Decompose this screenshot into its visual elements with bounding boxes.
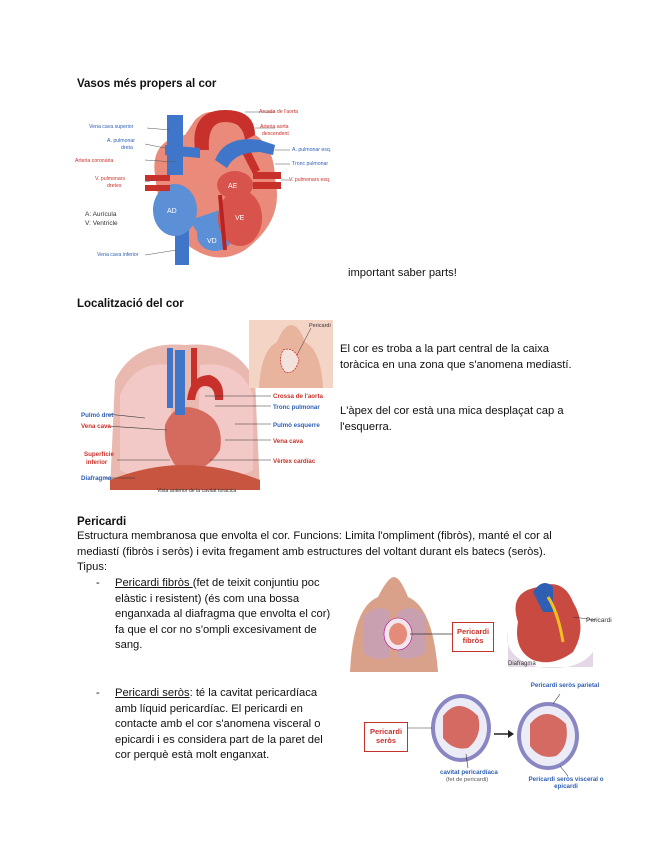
label-arteria-coronaria: Arteria coronària (75, 158, 114, 164)
label-arcada-aorta: Arcada de l'aorta (259, 109, 299, 115)
text-pericardi-fibros: (fet de teixit conjuntiu poc elàstic i resistent) (és com una bossa enganxada al diafragma que envolta el cor) fa que el cor no s'ompli excesivament de sang. (115, 577, 331, 651)
label-pericardi-right: Pericardi (586, 617, 612, 624)
label-vena-cava-inferior: Vena cava inferior (97, 252, 139, 258)
label-descendent: descendent (262, 131, 289, 137)
section2-text2: L'àpex del cor està una mica desplaçat cap a l'esquerra. (340, 405, 564, 433)
label-diafragma-bottom: Diafragma (508, 661, 536, 667)
label-cavitat-pericardiaca: cavitat pericardíaca (440, 769, 498, 776)
section2-text1: El cor es troba a la part central de la caixa toràcica en una zona que s'anomena mediastí. (340, 343, 572, 371)
section3-tipus: Tipus: (77, 561, 108, 573)
label-diafragma: Diafragma (81, 475, 112, 482)
label-vena-cava-superior: Vena cava superior (89, 124, 134, 130)
label-vena-cava-left: Vena cava (81, 423, 111, 430)
legend-auricula: A: Aurícula (85, 211, 117, 218)
section1-title: Vasos més propers al cor (77, 78, 217, 90)
figure-caption: Vista anterior de la cavitat toràcica (157, 488, 237, 494)
section3-intro: Estructura membranosa que envolta el cor. Funcions: Limita l'ompliment (fibròs), manté el cor al mediastí (fibròs i seròs) i evita fregament amb estructures del voltant durant els batecs (seròs). (77, 530, 552, 558)
label-vena-cava-right: Vena cava (273, 438, 303, 445)
label-dretes: dretes (107, 183, 122, 189)
label-tronc-pulmonar-2: Tronc pulmonar (273, 404, 320, 411)
torso-inset (249, 320, 333, 388)
section1-note: important saber parts! (348, 267, 457, 279)
legend-ventricle: V: Ventricle (85, 220, 118, 227)
box-pericardi-seros: Pericardi seròs (364, 722, 408, 752)
thorax-figure (75, 320, 335, 498)
bullet-1: - (96, 577, 100, 589)
label-pericardi-seros-visceral: Pericardi seròs visceral o epicardi (528, 776, 604, 790)
heart-vessels-figure (75, 100, 340, 272)
inset-label-pericardi: Pericardi (309, 323, 331, 329)
section3-title: Pericardi (77, 516, 127, 528)
label-vertex-cardiac: Vèrtex cardíac (273, 458, 316, 465)
text-pericardi-seros: : té la cavitat pericardíaca amb líquid pericardíac. El pericardi en contacte amb el cor s'anomena visceral o epicardi i es considera part de la paret del cor perquè està molt enganxat. (115, 687, 323, 761)
pericardi-seros-figure (348, 676, 618, 798)
label-inferior: inferior (86, 459, 108, 466)
label-pulmo-dret: Pulmó dret (81, 412, 114, 419)
label-superficie: Superfície (84, 451, 114, 458)
label-pericardi-seros-parietal: Pericardi seròs parietal (530, 682, 600, 689)
chamber-ve: VE (235, 215, 245, 222)
label-fet-pericardi: (fet de pericardi) (446, 777, 489, 783)
section2-title: Localització del cor (77, 298, 184, 310)
bullet-2: - (96, 687, 100, 699)
pericardi-seros-item (115, 686, 340, 764)
label-a-pulmonar: A. pulmonar (107, 138, 135, 144)
chamber-vd: VD (207, 238, 217, 245)
label-arteria-aorta: Arteria aorta (260, 124, 289, 130)
pericardi-fibros-figure (348, 572, 618, 672)
label-v-pulmonars-esq: V. pulmonars esq. (289, 177, 331, 183)
label-v-pulmonars: V. pulmonars (95, 176, 126, 182)
term-pericardi-seros: Pericardi seròs (115, 687, 190, 699)
torso-inset-illustration (249, 320, 333, 388)
chamber-ae: AE (228, 183, 238, 190)
label-crossa-aorta: Crossa de l'aorta (273, 393, 323, 400)
label-pulmo-esquerre: Pulmó esquerre (273, 422, 320, 429)
chamber-ad: AD (167, 208, 177, 215)
pericardi-fibros-item (115, 576, 340, 654)
term-pericardi-fibros: Pericardi fibròs (115, 577, 193, 589)
label-tronc-pulmonar: Tronc pulmonar (292, 161, 329, 167)
label-a-pulmonar-esq: A. pulmonar esq. (292, 147, 332, 153)
label-dreta: dreta (121, 145, 133, 151)
box-pericardi-fibros: Pericardi fibròs (452, 622, 494, 652)
